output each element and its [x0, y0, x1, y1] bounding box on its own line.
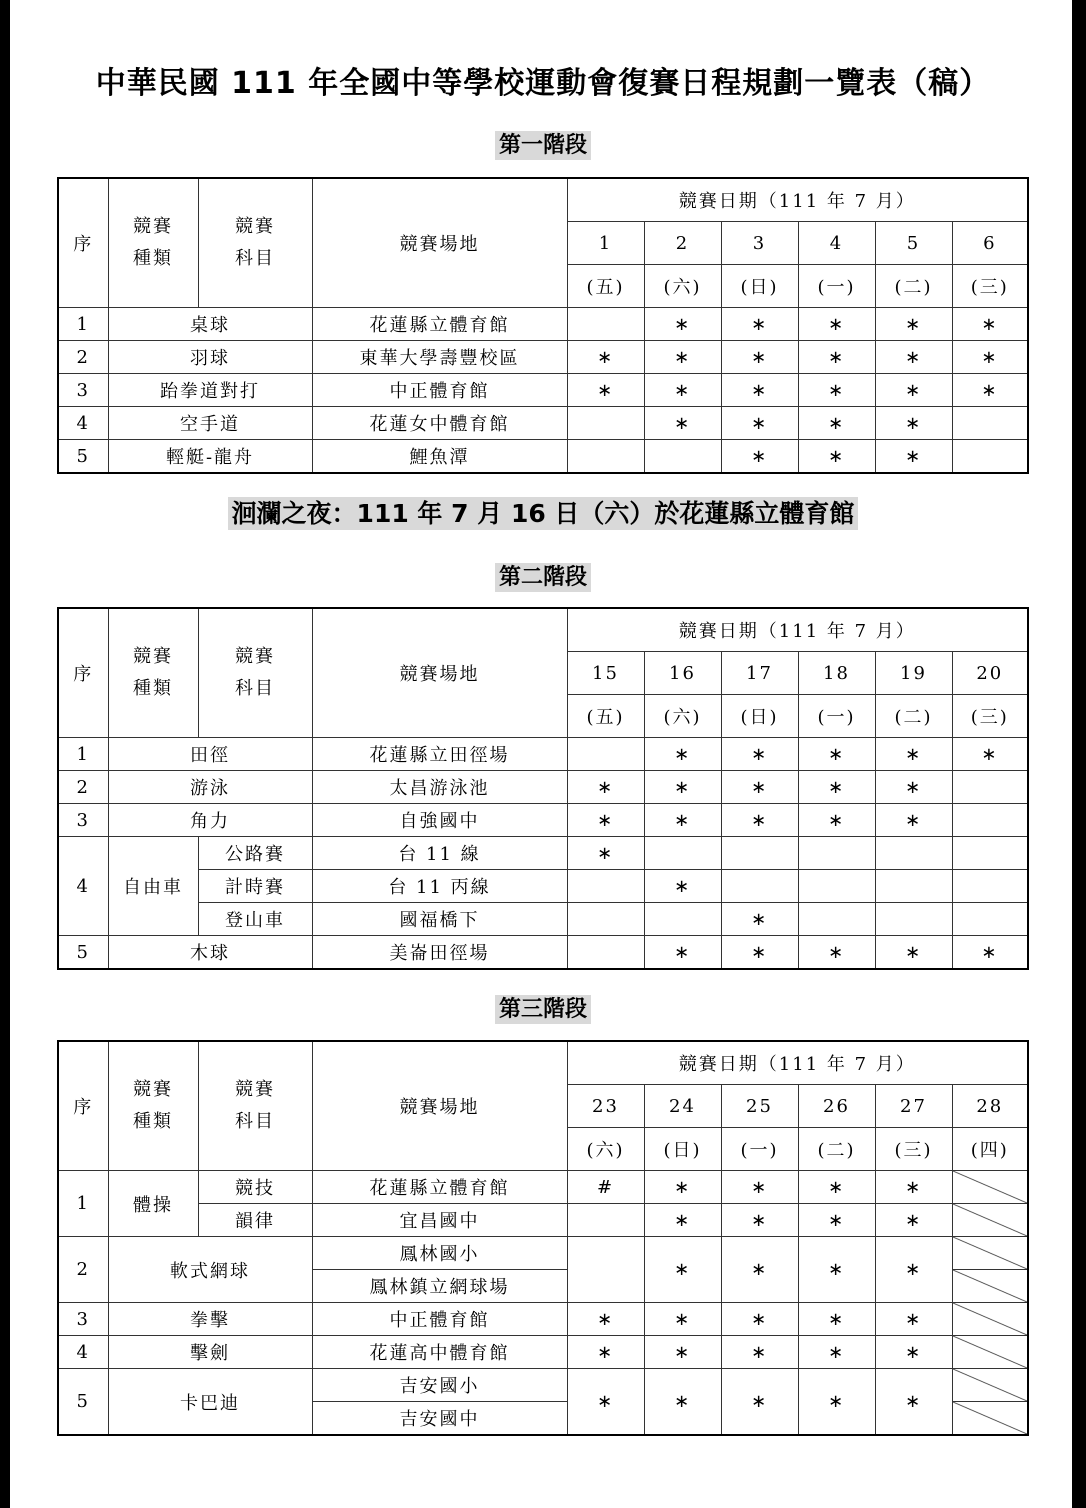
row-venue: 中正體育館 — [312, 1303, 567, 1336]
row-sport: 自由車 — [108, 837, 198, 936]
schedule-empty-cell — [567, 936, 644, 970]
schedule-empty-cell — [798, 837, 875, 870]
header-day: 18 — [798, 652, 875, 695]
header-weekday: (日) — [721, 695, 798, 738]
row-venue: 美崙田徑場 — [312, 936, 567, 970]
header-date-title: 競賽日期（111 年 7 月） — [567, 178, 1028, 222]
header-item: 競賽 科目 — [198, 608, 312, 738]
header-day: 5 — [875, 222, 952, 265]
schedule-empty-cell — [798, 903, 875, 936]
stage3-table — [57, 1040, 1029, 1436]
schedule-mark: ∗ — [798, 771, 875, 804]
schedule-mark: ∗ — [798, 440, 875, 474]
row-venue: 花蓮縣立體育館 — [312, 1171, 567, 1204]
table-row — [58, 308, 1028, 341]
schedule-mark: ∗ — [721, 738, 798, 771]
header-weekday: (四) — [952, 1128, 1028, 1171]
row-seq: 1 — [58, 1171, 108, 1237]
schedule-mark: ∗ — [875, 440, 952, 474]
header-item: 競賽 科目 — [198, 1041, 312, 1171]
row-sport: 田徑 — [108, 738, 312, 771]
table-row — [58, 440, 1028, 474]
schedule-empty-cell — [875, 903, 952, 936]
row-venue: 鯉魚潭 — [312, 440, 567, 474]
row-seq: 4 — [58, 407, 108, 440]
table-row — [58, 771, 1028, 804]
stage1-label: 第一階段 — [495, 131, 591, 160]
header-day: 16 — [644, 652, 721, 695]
schedule-mark: ∗ — [567, 341, 644, 374]
row-seq: 5 — [58, 936, 108, 970]
header-weekday: (六) — [644, 695, 721, 738]
header-weekday: (六) — [644, 265, 721, 308]
schedule-mark: ∗ — [798, 308, 875, 341]
row-venue: 東華大學壽豐校區 — [312, 341, 567, 374]
row-venue: 中正體育館 — [312, 374, 567, 407]
header-venue: 競賽場地 — [312, 608, 567, 738]
schedule-mark: ∗ — [875, 936, 952, 970]
schedule-mark: ∗ — [644, 308, 721, 341]
schedule-empty-cell — [952, 903, 1028, 936]
header-weekday: (二) — [875, 265, 952, 308]
table-row — [58, 837, 1028, 870]
schedule-mark: ∗ — [875, 374, 952, 407]
schedule-empty-cell — [567, 1204, 644, 1237]
stage2-table — [57, 607, 1029, 970]
schedule-mark: ∗ — [567, 837, 644, 870]
schedule-mark: ∗ — [721, 1171, 798, 1204]
schedule-mark: ∗ — [644, 870, 721, 903]
schedule-mark: ∗ — [644, 1171, 721, 1204]
row-venue: 花蓮高中體育館 — [312, 1336, 567, 1369]
schedule-mark: ∗ — [644, 374, 721, 407]
schedule-mark: ∗ — [798, 1336, 875, 1369]
header-date-title: 競賽日期（111 年 7 月） — [567, 1041, 1028, 1085]
row-seq: 1 — [58, 738, 108, 771]
schedule-mark: ∗ — [644, 341, 721, 374]
document-title: 中華民國 111 年全國中等學校運動會復賽日程規劃一覽表（稿） — [95, 66, 991, 101]
header-venue: 競賽場地 — [312, 178, 567, 308]
schedule-mark: ∗ — [644, 1237, 721, 1303]
schedule-mark: ∗ — [798, 1171, 875, 1204]
row-venue: 吉安國中 — [312, 1402, 567, 1436]
schedule-mark: ∗ — [721, 308, 798, 341]
schedule-empty-cell — [952, 407, 1028, 440]
schedule-empty-cell — [952, 440, 1028, 474]
schedule-empty-cell — [798, 870, 875, 903]
table-row — [58, 936, 1028, 970]
header-weekday: (日) — [721, 265, 798, 308]
schedule-mark: ∗ — [875, 341, 952, 374]
schedule-empty-cell — [644, 440, 721, 474]
unscheduled-slash-cell — [952, 1204, 1028, 1237]
row-venue: 花蓮女中體育館 — [312, 407, 567, 440]
row-venue: 國福橋下 — [312, 903, 567, 936]
table-row — [58, 738, 1028, 771]
row-sport: 卡巴迪 — [108, 1369, 312, 1436]
header-day: 24 — [644, 1085, 721, 1128]
row-seq: 2 — [58, 771, 108, 804]
row-seq: 4 — [58, 837, 108, 936]
table-row — [58, 1336, 1028, 1369]
schedule-mark: ∗ — [798, 1204, 875, 1237]
schedule-mark: ∗ — [644, 738, 721, 771]
header-day: 1 — [567, 222, 644, 265]
schedule-mark: ∗ — [644, 1336, 721, 1369]
row-sport: 羽球 — [108, 341, 312, 374]
header-day: 17 — [721, 652, 798, 695]
row-venue: 吉安國小 — [312, 1369, 567, 1402]
schedule-mark: ∗ — [952, 936, 1028, 970]
schedule-mark: ∗ — [875, 1204, 952, 1237]
schedule-mark: ∗ — [721, 1336, 798, 1369]
schedule-mark: ∗ — [798, 1237, 875, 1303]
header-day: 28 — [952, 1085, 1028, 1128]
row-sport: 擊劍 — [108, 1336, 312, 1369]
schedule-mark: ∗ — [644, 804, 721, 837]
schedule-mark: ∗ — [875, 1369, 952, 1436]
header-day: 20 — [952, 652, 1028, 695]
header-seq: 序 — [58, 608, 108, 738]
table-row — [58, 374, 1028, 407]
row-venue: 台 11 線 — [312, 837, 567, 870]
row-item: 計時賽 — [198, 870, 312, 903]
schedule-mark: ∗ — [721, 1369, 798, 1436]
schedule-empty-cell — [567, 440, 644, 474]
header-weekday: (一) — [798, 265, 875, 308]
row-seq: 5 — [58, 440, 108, 474]
schedule-mark: ∗ — [721, 1237, 798, 1303]
header-weekday: (五) — [567, 265, 644, 308]
schedule-mark: ∗ — [875, 738, 952, 771]
unscheduled-slash-cell — [952, 1237, 1028, 1270]
row-venue: 自強國中 — [312, 804, 567, 837]
schedule-mark: ∗ — [721, 1204, 798, 1237]
stage1-label-wrap — [0, 128, 1086, 159]
schedule-mark: ∗ — [798, 341, 875, 374]
unscheduled-slash-cell — [952, 1369, 1028, 1402]
schedule-mark: ∗ — [798, 804, 875, 837]
schedule-mark: ∗ — [721, 903, 798, 936]
row-sport: 體操 — [108, 1171, 198, 1237]
schedule-mark: ∗ — [567, 1336, 644, 1369]
schedule-mark: ∗ — [644, 1204, 721, 1237]
header-seq: 序 — [58, 1041, 108, 1171]
row-sport: 角力 — [108, 804, 312, 837]
schedule-empty-cell — [952, 771, 1028, 804]
row-sport: 桌球 — [108, 308, 312, 341]
schedule-mark: ∗ — [875, 1171, 952, 1204]
row-seq: 4 — [58, 1336, 108, 1369]
schedule-mark: ∗ — [644, 1369, 721, 1436]
table-row — [58, 903, 1028, 936]
header-type: 競賽 種類 — [108, 1041, 198, 1171]
schedule-mark: ∗ — [644, 407, 721, 440]
schedule-mark: ∗ — [875, 1336, 952, 1369]
schedule-mark: ∗ — [952, 738, 1028, 771]
table-row — [58, 804, 1028, 837]
row-item: 競技 — [198, 1171, 312, 1204]
schedule-mark: ∗ — [567, 771, 644, 804]
schedule-empty-cell — [567, 407, 644, 440]
schedule-mark: ∗ — [952, 308, 1028, 341]
schedule-empty-cell — [644, 837, 721, 870]
header-day: 27 — [875, 1085, 952, 1128]
header-weekday: (五) — [567, 695, 644, 738]
header-day: 15 — [567, 652, 644, 695]
schedule-mark: ∗ — [644, 1303, 721, 1336]
schedule-mark: ∗ — [721, 936, 798, 970]
header-day: 19 — [875, 652, 952, 695]
stage3-label-wrap — [0, 992, 1086, 1023]
row-seq: 3 — [58, 1303, 108, 1336]
schedule-mark: ∗ — [875, 1237, 952, 1303]
header-weekday: (三) — [952, 695, 1028, 738]
row-sport: 游泳 — [108, 771, 312, 804]
row-venue: 鳳林國小 — [312, 1237, 567, 1270]
schedule-empty-cell — [952, 804, 1028, 837]
row-sport: 木球 — [108, 936, 312, 970]
schedule-empty-cell — [875, 837, 952, 870]
schedule-mark-hash: # — [567, 1171, 644, 1204]
schedule-mark: ∗ — [798, 407, 875, 440]
night-event-wrap — [0, 494, 1086, 530]
schedule-empty-cell — [721, 837, 798, 870]
schedule-empty-cell — [644, 903, 721, 936]
schedule-mark: ∗ — [875, 1303, 952, 1336]
schedule-mark: ∗ — [798, 374, 875, 407]
schedule-mark: ∗ — [875, 308, 952, 341]
header-day: 6 — [952, 222, 1028, 265]
row-venue: 花蓮縣立田徑場 — [312, 738, 567, 771]
row-item: 公路賽 — [198, 837, 312, 870]
table-row — [58, 341, 1028, 374]
header-weekday: (一) — [721, 1128, 798, 1171]
schedule-empty-cell — [875, 870, 952, 903]
schedule-empty-cell — [721, 870, 798, 903]
header-weekday: (一) — [798, 695, 875, 738]
header-date-title: 競賽日期（111 年 7 月） — [567, 608, 1028, 652]
table-row — [58, 1171, 1028, 1204]
header-day: 26 — [798, 1085, 875, 1128]
header-type: 競賽 種類 — [108, 178, 198, 308]
table-row — [58, 1204, 1028, 1237]
header-type: 競賽 種類 — [108, 608, 198, 738]
row-item: 登山車 — [198, 903, 312, 936]
schedule-empty-cell — [567, 308, 644, 341]
schedule-mark: ∗ — [875, 804, 952, 837]
schedule-mark: ∗ — [798, 1369, 875, 1436]
row-seq: 3 — [58, 374, 108, 407]
stage2-label-wrap — [0, 560, 1086, 591]
schedule-mark: ∗ — [721, 407, 798, 440]
schedule-mark: ∗ — [567, 804, 644, 837]
unscheduled-slash-cell — [952, 1270, 1028, 1303]
stage2-label: 第二階段 — [495, 563, 591, 592]
header-weekday: (三) — [875, 1128, 952, 1171]
schedule-mark: ∗ — [952, 374, 1028, 407]
row-item: 韻律 — [198, 1204, 312, 1237]
row-seq: 1 — [58, 308, 108, 341]
schedule-mark: ∗ — [721, 1303, 798, 1336]
header-day: 25 — [721, 1085, 798, 1128]
row-venue: 宜昌國中 — [312, 1204, 567, 1237]
header-weekday: (日) — [644, 1128, 721, 1171]
unscheduled-slash-cell — [952, 1303, 1028, 1336]
table-row — [58, 1303, 1028, 1336]
schedule-mark: ∗ — [644, 771, 721, 804]
row-venue: 台 11 丙線 — [312, 870, 567, 903]
header-item: 競賽 科目 — [198, 178, 312, 308]
row-venue: 鳳林鎮立網球場 — [312, 1270, 567, 1303]
unscheduled-slash-cell — [952, 1402, 1028, 1436]
row-sport: 拳擊 — [108, 1303, 312, 1336]
row-venue: 太昌游泳池 — [312, 771, 567, 804]
row-sport: 空手道 — [108, 407, 312, 440]
table-row — [58, 870, 1028, 903]
schedule-mark: ∗ — [798, 1303, 875, 1336]
table-row — [58, 407, 1028, 440]
row-seq: 2 — [58, 1237, 108, 1303]
schedule-mark: ∗ — [721, 341, 798, 374]
unscheduled-slash-cell — [952, 1336, 1028, 1369]
schedule-mark: ∗ — [567, 1303, 644, 1336]
header-seq: 序 — [58, 178, 108, 308]
schedule-mark: ∗ — [875, 407, 952, 440]
header-day: 3 — [721, 222, 798, 265]
schedule-mark: ∗ — [567, 1369, 644, 1436]
schedule-empty-cell — [952, 870, 1028, 903]
row-venue: 花蓮縣立體育館 — [312, 308, 567, 341]
schedule-empty-cell — [567, 738, 644, 771]
schedule-mark: ∗ — [721, 440, 798, 474]
header-weekday: (二) — [875, 695, 952, 738]
unscheduled-slash-cell — [952, 1171, 1028, 1204]
stage3-label: 第三階段 — [495, 995, 591, 1024]
schedule-empty-cell — [952, 837, 1028, 870]
schedule-empty-cell — [567, 870, 644, 903]
schedule-mark: ∗ — [721, 804, 798, 837]
schedule-mark: ∗ — [644, 936, 721, 970]
row-seq: 5 — [58, 1369, 108, 1436]
row-sport: 輕艇-龍舟 — [108, 440, 312, 474]
schedule-mark: ∗ — [952, 341, 1028, 374]
night-event-notice: 洄瀾之夜：111 年 7 月 16 日（六）於花蓮縣立體育館 — [228, 497, 859, 530]
schedule-mark: ∗ — [721, 374, 798, 407]
table-row — [58, 1369, 1028, 1402]
header-venue: 競賽場地 — [312, 1041, 567, 1171]
schedule-empty-cell — [567, 1237, 644, 1303]
header-day: 23 — [567, 1085, 644, 1128]
header-day: 4 — [798, 222, 875, 265]
header-weekday: (二) — [798, 1128, 875, 1171]
schedule-mark: ∗ — [875, 771, 952, 804]
header-day: 2 — [644, 222, 721, 265]
table-row — [58, 1237, 1028, 1270]
header-weekday: (六) — [567, 1128, 644, 1171]
schedule-empty-cell — [567, 903, 644, 936]
schedule-mark: ∗ — [567, 374, 644, 407]
row-seq: 2 — [58, 341, 108, 374]
row-seq: 3 — [58, 804, 108, 837]
schedule-mark: ∗ — [798, 738, 875, 771]
row-sport: 軟式網球 — [108, 1237, 312, 1303]
header-weekday: (三) — [952, 265, 1028, 308]
schedule-mark: ∗ — [798, 936, 875, 970]
schedule-mark: ∗ — [721, 771, 798, 804]
stage1-table — [57, 177, 1029, 474]
row-sport: 跆拳道對打 — [108, 374, 312, 407]
